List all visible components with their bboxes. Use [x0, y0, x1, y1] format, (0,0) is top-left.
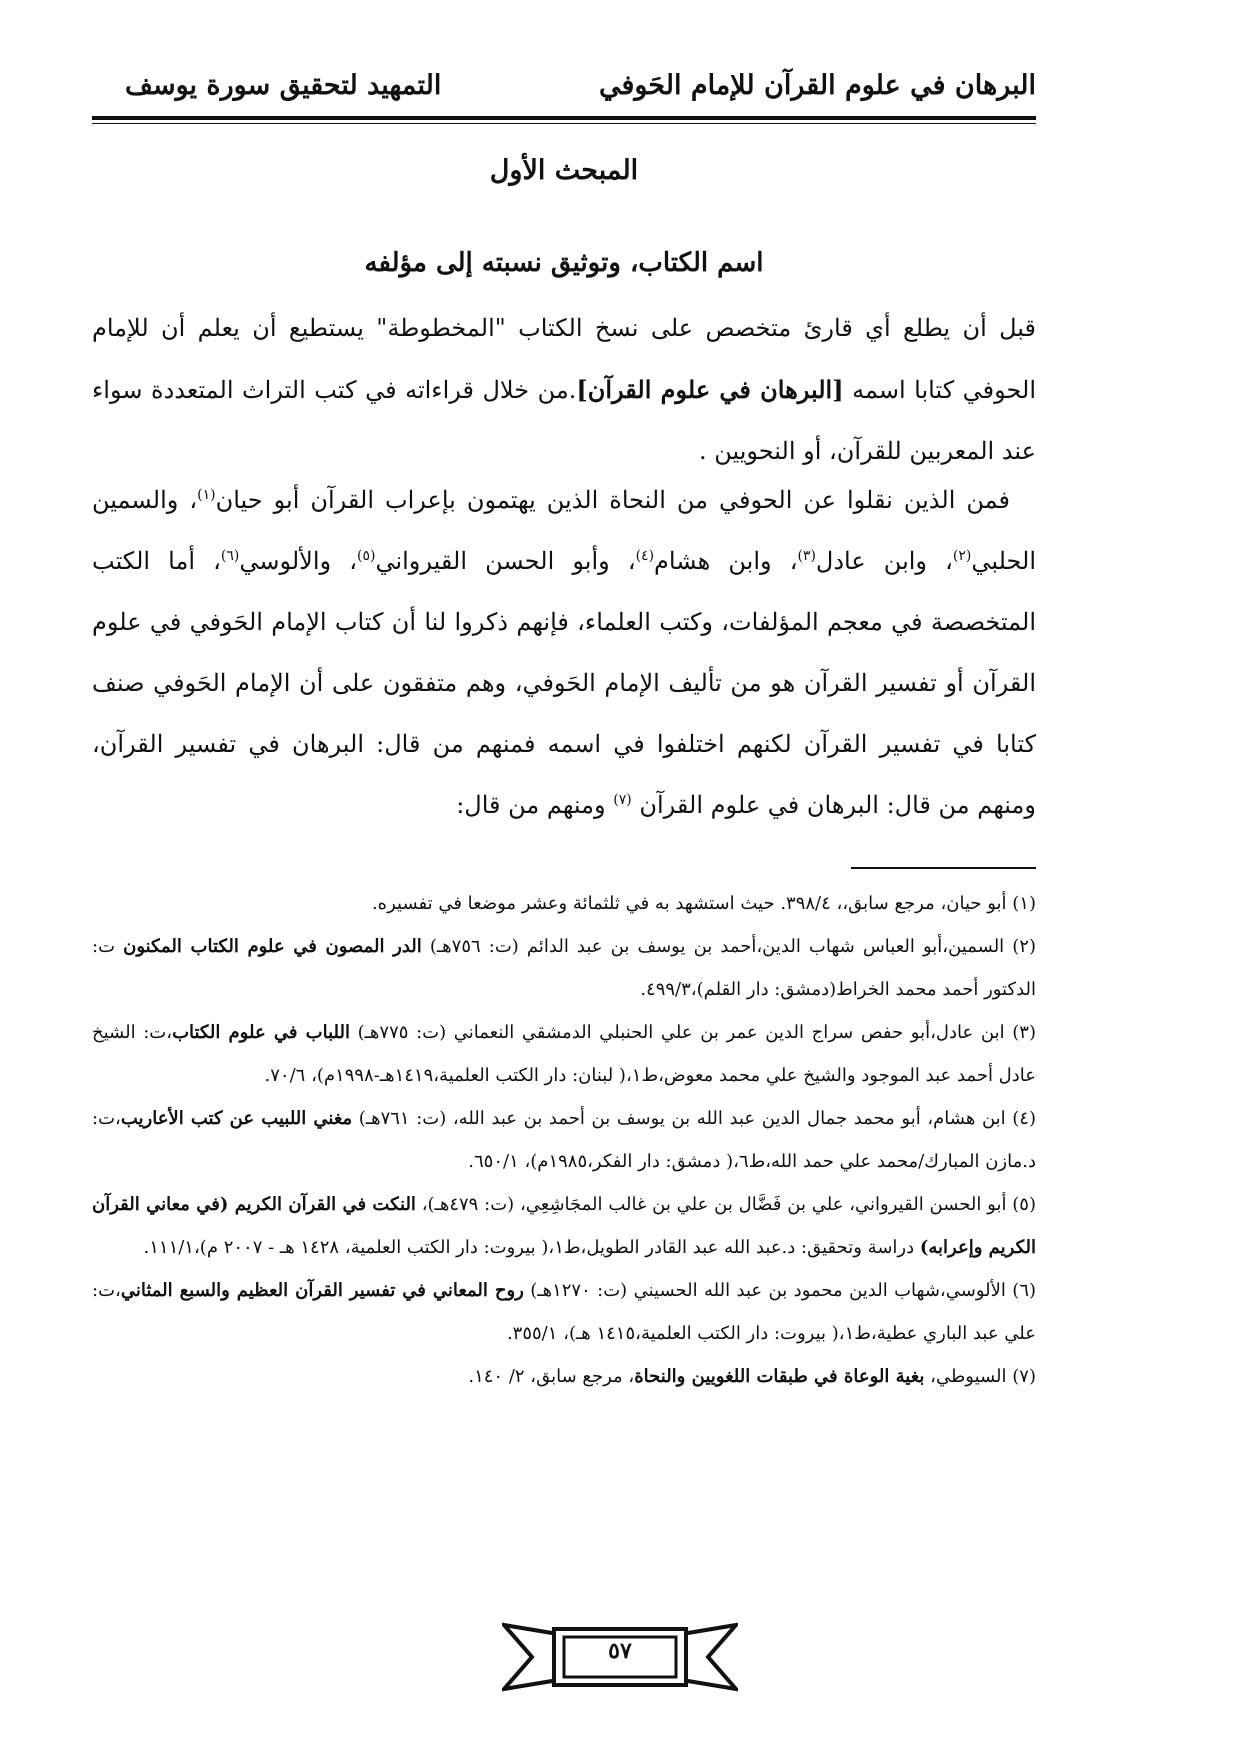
paragraph-intro-text-2: .من خلال قراءاته في كتب التراث المتعددة سواء عند المعربين للقرآن، أو النحويين .: [92, 376, 1036, 465]
footnote-text: ،ت: علي عبد الباري عطية،ط١،( بيروت: دار الكتب العلمية،١٤١٥ هـ)، ٣٥٥/١.: [92, 1280, 1036, 1344]
footnote-book-title: روح المعاني في تفسير القرآن العظيم والسبع المثاني: [120, 1280, 524, 1301]
footnote-text: (٦) الألوسي،شهاب الدين محمود بن عبد الله الحسيني (ت: ١٢٧٠هـ): [523, 1280, 1037, 1301]
footnote-1: [92, 882, 1036, 925]
paragraph-text: ، وابن هشام: [654, 547, 798, 575]
footnote-ref: (١): [197, 487, 216, 503]
paragraph-text: ، أما الكتب المتخصصة في معجم المؤلفات، وكتب العلماء، فإنهم ذكروا لنا أن كتاب الإمام الحَوفي في علوم القرآن أو تفسير القرآن هو من تأليف الإمام الحَوفي، وهم متفقون على أن الإمام الحَوفي صنف كتابا في تفسير القرآن لكنهم اختلفوا في اسمه فمنهم من قال: البرهان في تفسير القرآن، ومنهم من قال: البرهان في علوم القرآن: [92, 547, 1036, 819]
footnote-5: [92, 1183, 1036, 1269]
footnote-text: (٢) السمين،أبو العباس شهاب الدين،أحمد بن يوسف بن عبد الدائم (ت: ٧٥٦هـ): [421, 936, 1036, 957]
footnote-text: (١) أبو حيان، مرجع سابق،، ٣٩٨/٤. حيث استشهد به في ثلثمائة وعشر موضعا في تفسيره.: [371, 893, 1036, 914]
footnote-6: [92, 1269, 1036, 1355]
footnote-book-title: مغني اللبيب عن كتب الأعاريب: [120, 1108, 353, 1129]
footnote-ref: (٣): [797, 548, 816, 564]
page-number: ٥٧: [608, 1638, 632, 1664]
header-rule-thin: [92, 123, 1036, 124]
footnote-ref: (٧): [613, 792, 632, 808]
footnote-book-title: اللباب في علوم الكتاب: [172, 1022, 350, 1043]
footnote-2: [92, 925, 1036, 1011]
footnote-ref: (٤): [635, 548, 655, 564]
footnote-book-title: النكت في القرآن الكريم (في معاني القرآن الكريم وإعرابه): [92, 1194, 1036, 1258]
section-heading: المبحث الأول: [489, 155, 639, 186]
footnote-ref: (٥): [356, 548, 376, 564]
footnote-text: دراسة وتحقيق: د.عبد الله عبد القادر الطويل،ط١،( بيروت: دار الكتب العلمية، ١٤٢٨ هـ - ٢٠٠٧ م)،١١١/١.: [143, 1237, 920, 1258]
paragraph-text: فمن الذين نقلوا عن الحوفي من النحاة الذين يهتمون بإعراب القرآن أبو حيان: [215, 486, 1010, 514]
footnote-book-title: الدر المصون في علوم الكتاب المكنون: [123, 936, 422, 957]
footnote-text: (٤) ابن هشام، أبو محمد جمال الدين عبد الله بن يوسف بن أحمد بن عبد الله، (ت: ٧٦١هـ): [352, 1108, 1036, 1129]
footnotes: [92, 882, 1036, 1398]
paragraph-intro: [92, 298, 1036, 482]
header-rule-thick: [92, 116, 1036, 120]
header-chapter-title: التمهيد لتحقيق سورة يوسف: [125, 70, 442, 101]
footnote-text: (٣) ابن عادل،أبو حفص سراج الدين عمر بن علي الحنبلي الدمشقي النعماني (ت: ٧٧٥هـ): [349, 1022, 1036, 1043]
footnote-text: ، مرجع سابق، ٢/ ١٤٠.: [468, 1366, 635, 1387]
footnote-ref: (٢): [952, 548, 972, 564]
footnote-book-title: بغية الوعاة في طبقات اللغويين والنحاة: [634, 1366, 925, 1387]
footnote-7: [92, 1355, 1036, 1398]
paragraph-text: ، وابن عادل: [815, 547, 953, 575]
header-book-title: البرهان في علوم القرآن للإمام الحَوفي: [598, 70, 1036, 101]
paragraph-text: ، وأبو الحسن القيرواني: [375, 547, 636, 575]
paragraph-text: ومنهم من قال:: [456, 791, 614, 819]
footnote-3: [92, 1011, 1036, 1097]
paragraph-sources: [92, 470, 1036, 836]
paragraph-text: ، والألوسي: [239, 547, 357, 575]
subheading: اسم الكتاب، وتوثيق نسبته إلى مؤلفه: [364, 248, 764, 278]
footnote-ref: (٦): [220, 548, 240, 564]
paragraph-text: ، والسمين الحلبي: [92, 486, 1036, 575]
book-title-bold: [البرهان في علوم القرآن]: [576, 375, 844, 404]
footnote-separator: [851, 867, 1036, 869]
footnote-text: (٥) أبو الحسن القيرواني، علي بن فَضَّال بن علي بن غالب المجَاشِعِي، (ت: ٤٧٩هـ)،: [415, 1194, 1036, 1215]
footnote-text: (٧) السيوطي،: [924, 1366, 1036, 1387]
footnote-text: ت: الدكتور أحمد محمد الخراط(دمشق: دار القلم)،٤٩٩/٣.: [92, 936, 1036, 1000]
footnote-text: ،ت: الشيخ عادل أحمد عبد الموجود والشيخ علي محمد معوض،ط١،( لبنان: دار الكتب العلمية،١٤١٩هـ-١٩٩٨م)، ٧٠/٦.: [92, 1022, 1036, 1086]
running-header: [92, 70, 1036, 110]
paragraph-intro-text-1: قبل أن يطلع أي قارئ متخصص على نسخ الكتاب "المخطوطة" يستطيع أن يعلم أن للإمام الحوفي كتابا اسمه: [92, 314, 1037, 404]
footnote-4: [92, 1097, 1036, 1183]
footnote-text: ،ت: د.مازن المبارك/محمد علي حمد الله،ط٦،( دمشق: دار الفكر،١٩٨٥م)، ٦٥٠/١.: [92, 1108, 1036, 1172]
